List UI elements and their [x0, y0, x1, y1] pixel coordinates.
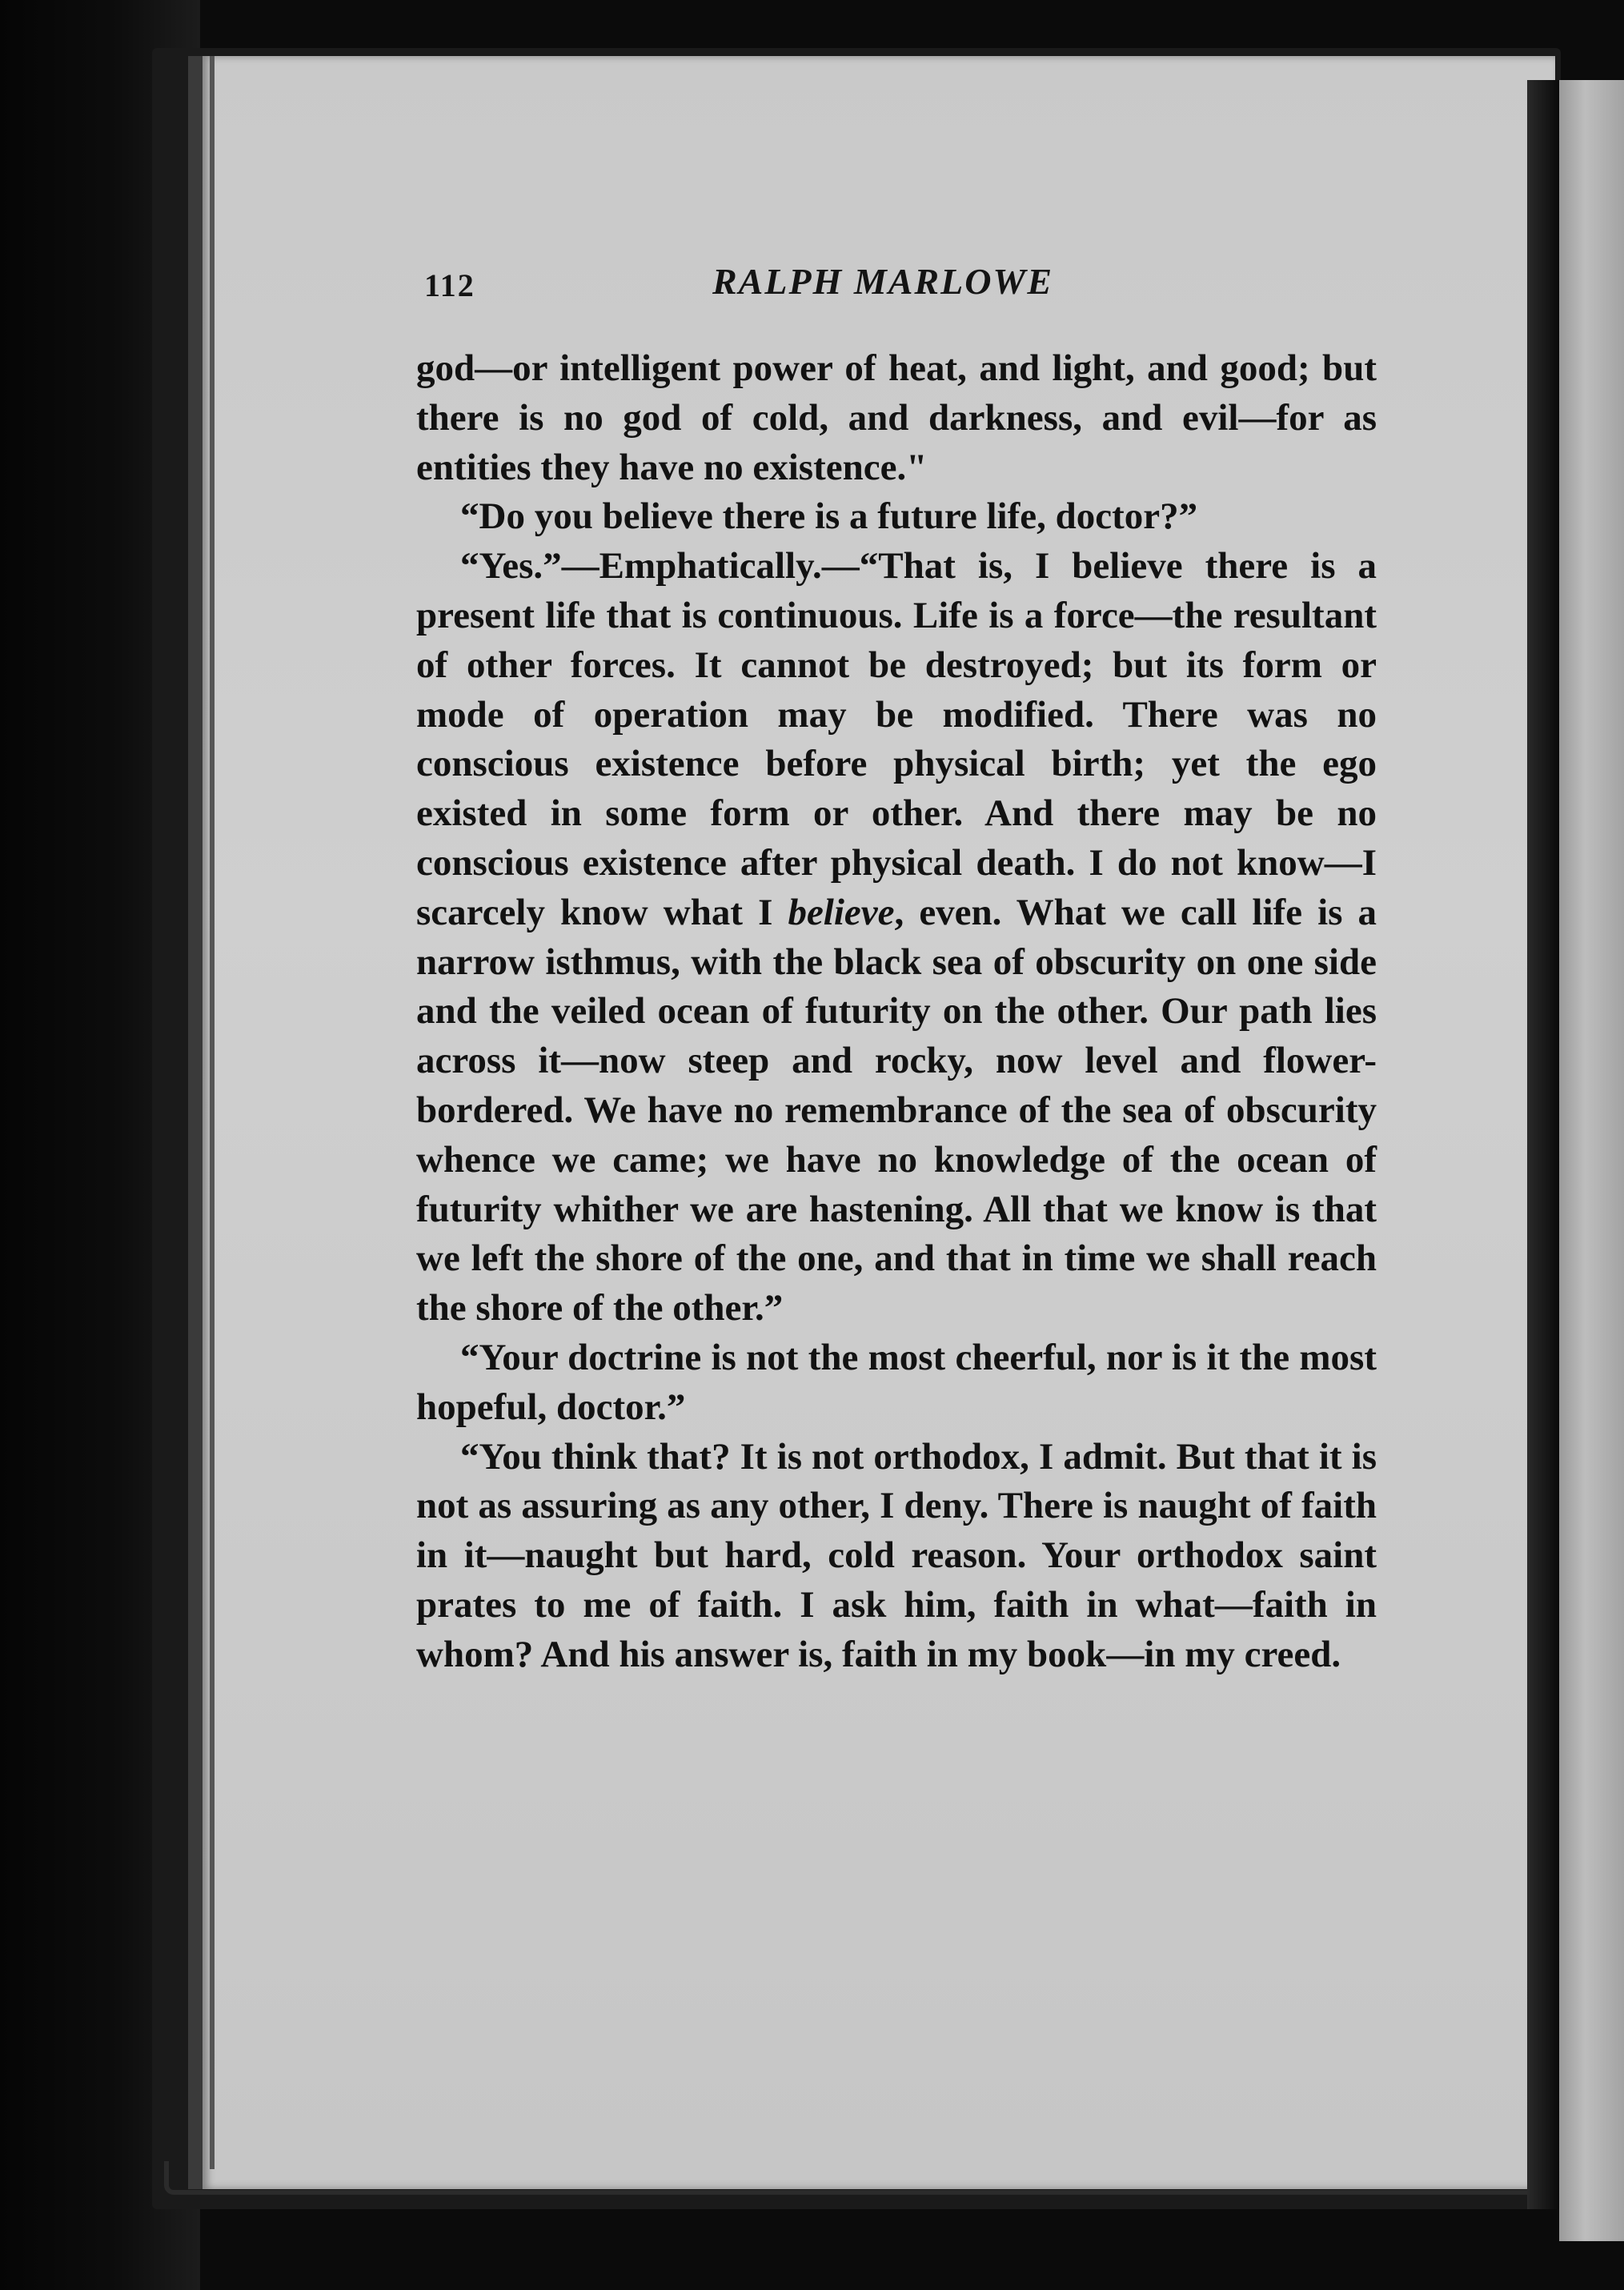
emphasized-word: believe — [788, 891, 895, 933]
paragraph — [416, 344, 1377, 492]
running-head: RALPH MARLOWE — [712, 261, 1054, 302]
paragraph-text: “Yes.”—Emphatically.—“That is, I believe there is a present life that is continuous. Life is a force—the resultant of other forces. It cannot be destroyed; but its form or mode of operation may be modified. There was no conscious existence before physical birth; yet the ego existed in some form or other. And there may be no conscious existence after physical death. I do not know—I scarcely know what I — [416, 545, 1377, 933]
body-text — [416, 344, 1377, 1680]
paragraph — [416, 1433, 1377, 1680]
page-gutter-line — [210, 56, 215, 2169]
paragraph-text: god—or intelligent power of heat, and light, and good; but there is no god of cold, and darkness, and evil—for as entities they have no existence." — [416, 347, 1377, 488]
paragraph-text: , even. What we call life is a narrow isthmus, with the black sea of obscurity on one side and the veiled ocean of futurity on the other. Our path lies across it—now steep and rocky, now level and flower-bordered. We have no remembrance of the sea of obscurity whence we came; we have no knowledge of the ocean of futurity whither we are hastening. All that we know is that we left the shore of the one, and that in time we shall reach the shore of the other.” — [416, 891, 1377, 1329]
paragraph-text: “Your doctrine is not the most cheerful, nor is it the most hopeful, doctor.” — [416, 1336, 1377, 1428]
paragraph — [416, 542, 1377, 1333]
binding-edge-right — [1527, 80, 1559, 2209]
paragraph-text: “You think that? It is not orthodox, I admit. But that it is not as assuring as any other, I deny. There is naught of faith in it—naught but hard, cold reason. Your orthodox saint prates to me of faith. I ask him, faith in what—faith in whom? And his answer is, faith in my book—in my creed. — [416, 1435, 1377, 1675]
page-bottom-edge — [164, 2161, 1566, 2195]
next-page-strip — [1559, 80, 1624, 2241]
page-number: 112 — [424, 267, 475, 303]
paragraph — [416, 1333, 1377, 1433]
page-header — [424, 260, 1377, 316]
paragraph — [416, 492, 1377, 542]
paragraph-text: “Do you believe there is a future life, doctor?” — [460, 495, 1198, 538]
